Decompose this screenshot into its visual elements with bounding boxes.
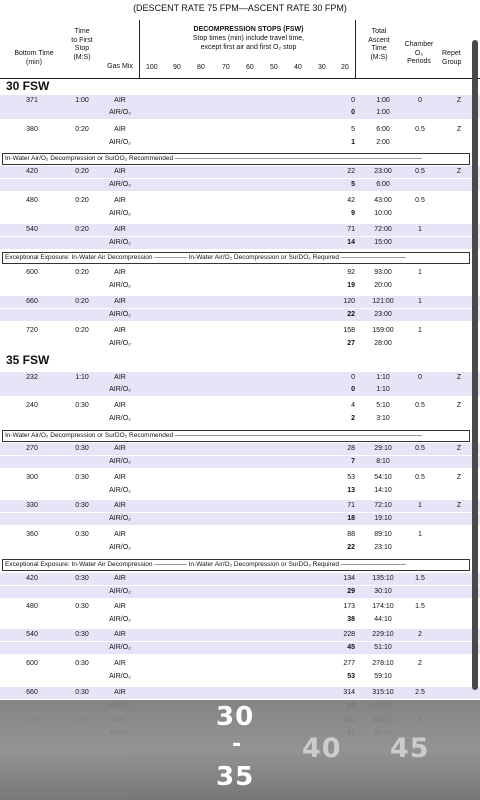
cell-stop: 27 — [347, 340, 355, 347]
cell-tot: 229:10 — [372, 631, 394, 638]
depth-label: 40 — [294, 64, 302, 71]
cell-tot: 89:10 — [374, 531, 392, 538]
table-row — [0, 687, 480, 699]
cell-stop: 14 — [347, 239, 355, 246]
header-divider — [0, 78, 480, 79]
cell-gas: AIR/O₂ — [109, 644, 131, 651]
table-row — [0, 224, 480, 236]
cell-gas: AIR/O₂ — [109, 109, 131, 116]
cell-bt: 360 — [26, 531, 38, 538]
header-chamber — [398, 41, 440, 67]
header-time-first-stop — [64, 28, 100, 62]
cell-tot: 93:00 — [374, 269, 392, 276]
depth-option-40[interactable]: 40 — [302, 733, 342, 764]
note-text: Exceptional Exposure: In-Water Air Decompression ————— In-Water Air/O₂ Decompression or SurDO₂ Required —————————— — [5, 254, 406, 261]
cell-tfs: 0:20 — [75, 126, 89, 133]
table-row — [0, 338, 480, 350]
table-row — [0, 280, 480, 292]
note-required — [2, 252, 470, 264]
table-row — [0, 372, 480, 384]
header-text: Group — [442, 58, 462, 66]
cell-gas: AIR — [114, 575, 126, 582]
table-row — [0, 573, 480, 585]
table-row — [0, 629, 480, 641]
cell-stop: 88 — [347, 531, 355, 538]
depth-option-selected-top[interactable]: 30 — [216, 702, 255, 732]
header-text: Time — [371, 45, 387, 52]
cell-gas: AIR — [114, 126, 126, 133]
table-row — [0, 107, 480, 119]
cell-gas: AIR — [114, 531, 126, 538]
header-text: to First — [71, 36, 93, 44]
cell-gas: AIR/O₂ — [109, 487, 131, 494]
header-text: (min) — [26, 58, 42, 66]
cell-bt: 380 — [26, 126, 38, 133]
cell-tot: 44:10 — [374, 616, 392, 623]
table-row — [0, 642, 480, 654]
cell-gas: AIR — [114, 327, 126, 334]
cell-stop: 13 — [347, 487, 355, 494]
cell-tfs: 0:30 — [75, 474, 89, 481]
cell-gas: AIR — [114, 97, 126, 104]
cell-bt: 330 — [26, 502, 38, 509]
cell-tot: 159:00 — [372, 327, 394, 334]
cell-stop: 71 — [347, 502, 355, 509]
cell-gas: AIR — [114, 660, 126, 667]
cell-stop: 18 — [347, 515, 355, 522]
header-text: Chamber — [404, 41, 434, 48]
cell-gas: AIR/O₂ — [109, 282, 131, 289]
cell-stop: 53 — [347, 673, 355, 680]
table-row — [0, 95, 480, 107]
cell-tot: 28:00 — [374, 340, 392, 347]
section-30-fsw: 30 FSW — [6, 79, 50, 93]
cell-ch: 0.5 — [415, 445, 425, 452]
cell-gas: AIR/O₂ — [109, 544, 131, 551]
cell-tot: 10:00 — [374, 210, 392, 217]
cell-rep: Z — [456, 97, 462, 104]
cell-stop: 9 — [351, 210, 355, 217]
cell-stop: 120 — [343, 298, 355, 305]
cell-gas: AIR — [114, 197, 126, 204]
table-row — [0, 658, 480, 670]
table-row — [0, 195, 480, 207]
cell-gas: AIR — [114, 689, 126, 696]
cell-stop: 53 — [347, 474, 355, 481]
cell-ch: 2 — [418, 631, 422, 638]
cell-stop: 173 — [343, 603, 355, 610]
cell-stop: 228 — [343, 631, 355, 638]
depth-option-45[interactable]: 45 — [390, 733, 430, 764]
deco-title-block — [140, 25, 357, 52]
header-repet-group — [442, 50, 476, 67]
cell-rep: Z — [456, 474, 462, 481]
cell-stop: 29 — [347, 588, 355, 595]
header-text: Time — [74, 28, 90, 35]
cell-tfs: 0:30 — [75, 445, 89, 452]
cell-tfs: 0:30 — [75, 603, 89, 610]
cell-tot: 23:10 — [374, 544, 392, 551]
cell-stop: 0 — [351, 374, 355, 381]
cell-bt: 240 — [26, 402, 38, 409]
cell-gas: AIR/O₂ — [109, 311, 131, 318]
depth-label: 30 — [318, 64, 326, 71]
cell-stop: 19 — [347, 282, 355, 289]
table-row — [0, 237, 480, 249]
cell-tfs: 0:30 — [75, 660, 89, 667]
cell-ch: 0.5 — [415, 402, 425, 409]
cell-tot: 19:10 — [374, 515, 392, 522]
cell-tfs: 0:20 — [75, 269, 89, 276]
cell-gas: AIR — [114, 226, 126, 233]
cell-bt: 270 — [26, 445, 38, 452]
cell-tot: 14:10 — [374, 487, 392, 494]
cell-bt: 600 — [26, 269, 38, 276]
cell-tot: 54:10 — [374, 474, 392, 481]
table-row — [0, 614, 480, 626]
cell-stop: 22 — [347, 311, 355, 318]
section-35-fsw: 35 FSW — [6, 353, 50, 367]
depth-label: 80 — [197, 64, 205, 71]
cell-tot: 72:00 — [374, 226, 392, 233]
cell-ch: 2.5 — [415, 689, 425, 696]
cell-gas: AIR/O₂ — [109, 239, 131, 246]
cell-tfs: 0:20 — [75, 168, 89, 175]
header-gas-mix: Gas Mix — [107, 63, 133, 70]
cell-stop: 22 — [347, 544, 355, 551]
table-row — [0, 443, 480, 455]
header-text: Stop — [74, 45, 90, 52]
cell-gas: AIR — [114, 269, 126, 276]
cell-gas: AIR — [114, 168, 126, 175]
cell-stop: 134 — [343, 575, 355, 582]
cell-gas: AIR/O₂ — [109, 415, 131, 422]
table-row — [0, 513, 480, 525]
table-row — [0, 296, 480, 308]
cell-stop: 7 — [351, 458, 355, 465]
cell-gas: AIR — [114, 631, 126, 638]
cell-tot: 1:00 — [376, 97, 390, 104]
cell-stop: 71 — [347, 226, 355, 233]
note-text: In-Water Air/O₂ Decompression or SurDO₂ Recommended —————————————————————————————————————— — [5, 155, 422, 162]
cell-ch: 1 — [418, 531, 422, 538]
cell-stop: 38 — [347, 616, 355, 623]
table-title: (DESCENT RATE 75 FPM—ASCENT RATE 30 FPM) — [133, 3, 347, 13]
cell-stop: 0 — [351, 109, 355, 116]
cell-tfs: 0:20 — [75, 327, 89, 334]
table-row — [0, 671, 480, 683]
cell-tot: 72:10 — [374, 502, 392, 509]
cell-ch: 0.5 — [415, 197, 425, 204]
cell-bt: 600 — [26, 660, 38, 667]
cell-gas: AIR/O₂ — [109, 181, 131, 188]
depth-label: 20 — [341, 64, 349, 71]
cell-tot: 174:10 — [372, 603, 394, 610]
depth-picker[interactable] — [0, 700, 480, 800]
header-text: Total — [371, 28, 387, 35]
cell-gas: AIR/O₂ — [109, 458, 131, 465]
cell-tot: 15:00 — [374, 239, 392, 246]
cell-tot: 121:00 — [372, 298, 394, 305]
header-text: (M:S) — [73, 53, 91, 61]
cell-stop: 1 — [351, 139, 355, 146]
cell-tfs: 0:20 — [75, 197, 89, 204]
table-row — [0, 601, 480, 613]
cell-tfs: 0:20 — [75, 298, 89, 305]
cell-stop: 277 — [343, 660, 355, 667]
cell-stop: 5 — [351, 181, 355, 188]
deco-subtitle: Stop times (min) include travel time, — [192, 35, 305, 42]
depth-option-selected-dash: - — [232, 732, 243, 757]
cell-tfs: 0:30 — [75, 631, 89, 638]
cell-tot: 8:10 — [376, 458, 390, 465]
deco-title: DECOMPRESSION STOPS (FSW) — [193, 26, 304, 33]
cell-gas: AIR — [114, 445, 126, 452]
table-row — [0, 325, 480, 337]
table-row — [0, 384, 480, 396]
table-row — [0, 413, 480, 425]
cell-ch: 1.5 — [415, 603, 425, 610]
cell-tot: 29:10 — [374, 445, 392, 452]
table-row — [0, 124, 480, 136]
deco-stops-header — [139, 20, 356, 78]
cell-gas: AIR/O₂ — [109, 515, 131, 522]
cell-rep: Z — [456, 126, 462, 133]
header-text: Ascent — [368, 36, 390, 44]
cell-stop: 5 — [351, 126, 355, 133]
cell-ch: 0 — [418, 97, 422, 104]
cell-tot: 1:00 — [376, 109, 390, 116]
cell-stop: 0 — [351, 386, 355, 393]
cell-gas: AIR/O₂ — [109, 588, 131, 595]
cell-ch: 0 — [418, 374, 422, 381]
header-text: O₂ — [414, 49, 424, 57]
table-row — [0, 179, 480, 191]
cell-ch: 0.5 — [415, 474, 425, 481]
depth-label: 50 — [270, 64, 278, 71]
depth-label: 60 — [246, 64, 254, 71]
cell-ch: 1 — [418, 327, 422, 334]
cell-tfs: 0:30 — [75, 531, 89, 538]
cell-tfs: 1:10 — [75, 374, 89, 381]
depth-option-selected-bottom[interactable]: 35 — [216, 762, 255, 792]
header-total-ascent — [360, 28, 398, 62]
scrollbar-thumb[interactable] — [472, 40, 478, 690]
cell-stop: 314 — [343, 689, 355, 696]
cell-gas: AIR/O₂ — [109, 386, 131, 393]
table-row — [0, 542, 480, 554]
cell-tot: 315:10 — [372, 689, 394, 696]
cell-bt: 371 — [26, 97, 38, 104]
note-text: In-Water Air/O₂ Decompression or SurDO₂ Recommended —————————————————————————————————————— — [5, 432, 422, 439]
cell-stop: 45 — [347, 644, 355, 651]
cell-tot: 59:10 — [374, 673, 392, 680]
cell-bt: 232 — [26, 374, 38, 381]
table-row — [0, 400, 480, 412]
cell-gas: AIR — [114, 374, 126, 381]
cell-tot: 1:10 — [376, 386, 390, 393]
cell-ch: 1 — [418, 269, 422, 276]
cell-rep: Z — [456, 502, 462, 509]
cell-tot: 1:10 — [376, 374, 390, 381]
cell-stop: 4 — [351, 402, 355, 409]
cell-gas: AIR — [114, 502, 126, 509]
header-text: Repet — [442, 50, 461, 57]
cell-tot: 6:00 — [376, 126, 390, 133]
cell-bt: 540 — [26, 631, 38, 638]
table-row — [0, 267, 480, 279]
cell-tot: 5:10 — [376, 402, 390, 409]
depth-label: 100 — [146, 64, 158, 71]
cell-tot: 30:10 — [374, 588, 392, 595]
cell-stop: 42 — [347, 197, 355, 204]
cell-tfs: 0:30 — [75, 575, 89, 582]
table-row — [0, 309, 480, 321]
cell-gas: AIR/O₂ — [109, 340, 131, 347]
table-row — [0, 208, 480, 220]
cell-gas: AIR/O₂ — [109, 616, 131, 623]
cell-rep: Z — [456, 374, 462, 381]
cell-ch: 1 — [418, 298, 422, 305]
cell-gas: AIR — [114, 402, 126, 409]
cell-gas: AIR/O₂ — [109, 139, 131, 146]
cell-tot: 23:00 — [374, 311, 392, 318]
cell-tot: 6:00 — [376, 181, 390, 188]
cell-bt: 480 — [26, 603, 38, 610]
table-row — [0, 456, 480, 468]
cell-ch: 0.5 — [415, 168, 425, 175]
cell-stop: 158 — [343, 327, 355, 334]
deco-subtitle: except first air and first O₂ stop — [200, 44, 297, 51]
cell-rep: Z — [456, 445, 462, 452]
table-row — [0, 472, 480, 484]
cell-ch: 2 — [418, 660, 422, 667]
header-text: Bottom Time — [14, 50, 54, 57]
cell-bt: 540 — [26, 226, 38, 233]
cell-bt: 720 — [26, 327, 38, 334]
header-bottom-time — [6, 50, 62, 67]
cell-bt: 480 — [26, 197, 38, 204]
note-recommended — [2, 153, 470, 165]
header-text: (M:S) — [370, 53, 388, 61]
cell-ch: 1 — [418, 502, 422, 509]
cell-stop: 28 — [347, 445, 355, 452]
cell-gas: AIR — [114, 474, 126, 481]
cell-rep: Z — [456, 402, 462, 409]
cell-tot: 278:10 — [372, 660, 394, 667]
cell-tot: 23:00 — [374, 168, 392, 175]
cell-tfs: 1:00 — [75, 97, 89, 104]
table-row — [0, 529, 480, 541]
cell-bt: 660 — [26, 298, 38, 305]
cell-tot: 43:00 — [374, 197, 392, 204]
cell-stop: 2 — [351, 415, 355, 422]
note-recommended — [2, 430, 470, 442]
table-row — [0, 137, 480, 149]
cell-gas: AIR/O₂ — [109, 210, 131, 217]
cell-rep: Z — [456, 168, 462, 175]
cell-stop: 22 — [347, 168, 355, 175]
cell-stop: 0 — [351, 97, 355, 104]
cell-bt: 300 — [26, 474, 38, 481]
cell-tfs: 0:30 — [75, 402, 89, 409]
note-required — [2, 559, 470, 571]
table-row — [0, 586, 480, 598]
cell-tot: 2:00 — [376, 139, 390, 146]
cell-tfs: 0:30 — [75, 689, 89, 696]
cell-tot: 51:10 — [374, 644, 392, 651]
cell-gas: AIR — [114, 298, 126, 305]
cell-bt: 420 — [26, 168, 38, 175]
cell-tot: 135:10 — [372, 575, 394, 582]
cell-bt: 420 — [26, 575, 38, 582]
depth-label: 90 — [173, 64, 181, 71]
table-row — [0, 500, 480, 512]
header-text: Periods — [407, 58, 431, 65]
cell-tot: 20:00 — [374, 282, 392, 289]
cell-tot: 3:10 — [376, 415, 390, 422]
cell-gas: AIR/O₂ — [109, 673, 131, 680]
note-text: Exceptional Exposure: In-Water Air Decompression ————— In-Water Air/O₂ Decompression or SurDO₂ Required —————————— — [5, 561, 406, 568]
cell-gas: AIR — [114, 603, 126, 610]
cell-stop: 92 — [347, 269, 355, 276]
cell-ch: 0.5 — [415, 126, 425, 133]
cell-ch: 1.5 — [415, 575, 425, 582]
cell-bt: 660 — [26, 689, 38, 696]
depth-label: 70 — [222, 64, 230, 71]
cell-tfs: 0:30 — [75, 502, 89, 509]
table-row — [0, 166, 480, 178]
table-row — [0, 485, 480, 497]
cell-ch: 1 — [418, 226, 422, 233]
cell-tfs: 0:20 — [75, 226, 89, 233]
